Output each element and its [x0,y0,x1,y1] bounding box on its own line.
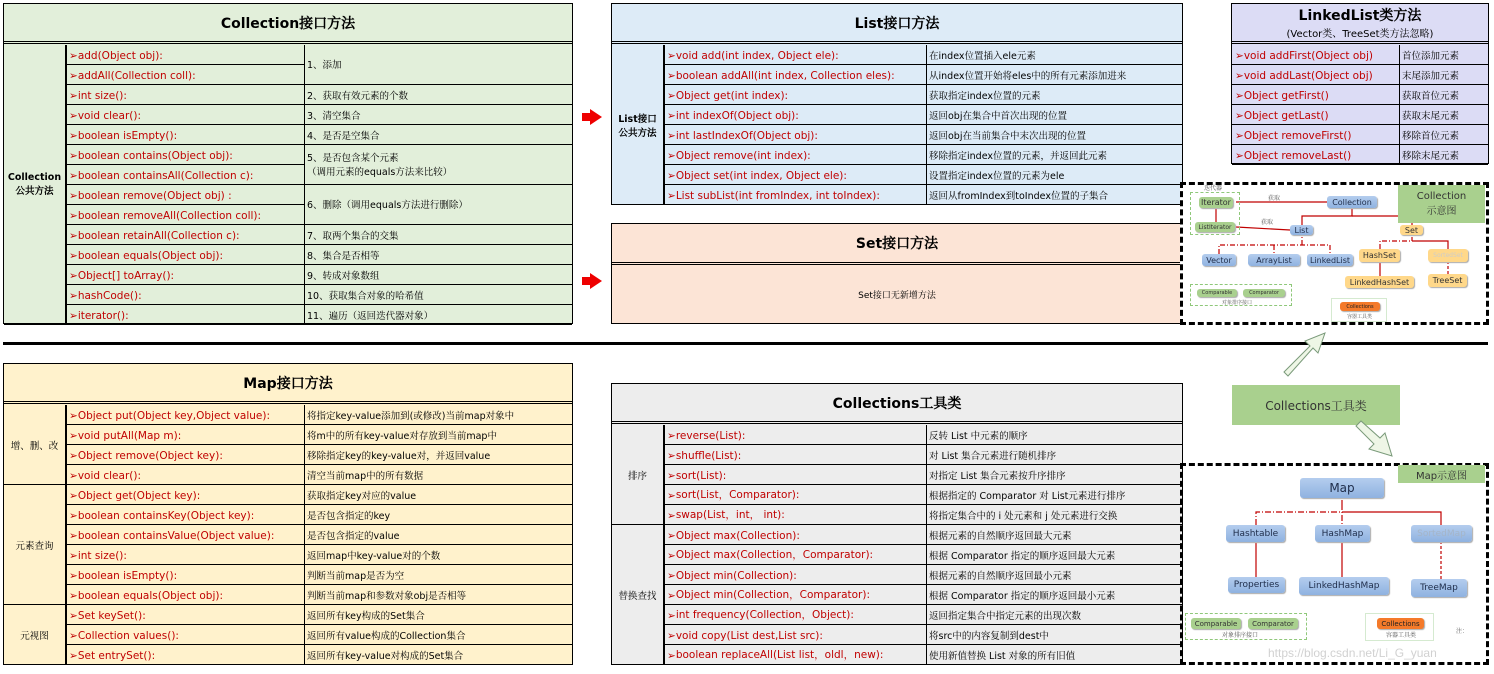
map-desc-cell: 返回所有value构成的Collection集合 [304,625,572,645]
collections-desc-cell: 使用新值替换 List 对象的所有旧值 [926,645,1182,665]
get-label: 获取 [1268,195,1281,202]
iterator-group-label: 迭代器 [1204,185,1223,192]
map-desc-cell: 清空当前map中的所有数据 [304,465,572,485]
node-collections: Collections [1377,618,1424,629]
node-list: List [1290,225,1313,235]
collection-method-row: ➢ boolean remove(Object obj) : [66,185,304,205]
list-desc-cell: 返回obj在集合中首次出现的位置 [926,105,1182,125]
linkedlist-desc-cell: 移除末尾元素 [1399,145,1488,165]
map-desc-cell: 返回所有key构成的Set集合 [304,605,572,625]
node-hashtable: Hashtable [1226,525,1285,542]
node-arraylist: ArrayList [1248,254,1300,266]
map-desc-cell: 将m中的所有key-value对存放到当前map中 [304,425,572,445]
linkedlist-method-row: ➢ void addFirst(Object obj) [1232,45,1399,65]
map-method-row: ➢ boolean containsValue(Object value): [66,525,304,545]
collections-method-row: ➢ shuffle(List): [664,445,926,465]
node-sortedset: SortedSet [1428,249,1468,262]
collections-desc-cell: 将src中的内容复制到dest中 [926,625,1182,645]
set-body: Set接口无新增方法 [858,290,936,301]
list-title-text: List接口方法 [854,15,940,32]
list-method-row: ➢ void add(int index, Object ele): [664,45,926,65]
collections-method-row: ➢ Object max(Collection，Comparator): [664,545,926,565]
node-collection: Collection [1327,196,1377,208]
map-method-row: ➢ boolean isEmpty(): [66,565,304,585]
get-label: 获取 [1261,219,1274,226]
collections-desc-cell: 根据元素的自然顺序返回最大元素 [926,525,1182,545]
map-desc-cell: 移除指定key的key-value对，并返回value [304,445,572,465]
collection-desc-cell: 8、集合是否相等 [304,245,572,265]
node-linkedhashmap: LinkedHashMap [1299,577,1389,595]
collection-desc-cell: 9、转成对象数组 [304,265,572,285]
node-treemap: TreeMap [1411,579,1467,597]
list-method-row: ➢ Object remove(int index): [664,145,926,165]
node-sortedmap: SortedMap [1411,525,1472,542]
watermark: https://blog.csdn.net/Li_G_yuan [1268,646,1437,660]
collections-tool-label: Collections工具类 [1232,385,1400,425]
collections-desc-cell: 反转 List 中元素的顺序 [926,425,1182,445]
collections-desc-cell: 根据指定的 Comparator 对 List元素进行排序 [926,485,1182,505]
linkedlist-title-text: LinkedList类方法 [1298,8,1422,24]
list-method-row: ➢ boolean addAll(int index, Collection eles): [664,65,926,85]
linkedlist-method-row: ➢ void addLast(Object obj) [1232,65,1399,85]
list-method-row: ➢ List subList(int fromIndex, int toIndex): [664,185,926,205]
node-hashmap: HashMap [1315,525,1370,542]
linkedlist-desc-cell: 获取末尾元素 [1399,105,1488,125]
sort-interface-label: 对象排序接口 [1222,632,1259,639]
collection-method-row: ➢ addAll(Collection coll): [66,65,304,85]
map-method-row: ➢ Object remove(Object key): [66,445,304,465]
collection-method-row: ➢ void clear(): [66,105,304,125]
collections-method-row: ➢ boolean replaceAll(List list，oldl，new): [664,645,926,665]
arrow-down-right-icon [1352,418,1402,463]
node-comparator: Comparator [1243,289,1285,297]
collections-method-row: ➢ Object max(Collection): [664,525,926,545]
map-desc-cell: 是否包含指定的value [304,525,572,545]
node-collections: Collections [1340,302,1380,311]
collection-diagram-label: Collection 示意图 [1398,185,1485,223]
map-desc-cell: 判断当前map是否为空 [304,565,572,585]
collection-method-row: ➢ hashCode(): [66,285,304,305]
map-desc-cell: 返回map中key-value对的个数 [304,545,572,565]
linkedlist-desc-cell: 移除首位元素 [1399,125,1488,145]
map-desc-cell: 返回所有key-value对构成的Set集合 [304,645,572,665]
collection-desc-cell: 10、获取集合对象的哈希值 [304,285,572,305]
linkedlist-desc-cell: 首位添加元素 [1399,45,1488,65]
map-group-label: 元素查询 [4,485,66,605]
collection-desc-cell: 7、取两个集合的交集 [304,225,572,245]
collection-method-row: ➢ Object[] toArray(): [66,265,304,285]
collections-desc-cell: 根据元素的自然顺序返回最小元素 [926,565,1182,585]
list-group-label: List接口公共方法 [612,45,664,205]
map-group-label: 元视图 [4,605,66,665]
list-desc-cell: 返回obj在当前集合中末次出现的位置 [926,125,1182,145]
node-linkedhashset: LinkedHashSet [1345,276,1414,288]
collection-method-row: ➢ boolean equals(Object obj): [66,245,304,265]
collections-method-row: ➢ sort(List，Comparator): [664,485,926,505]
arrow-up-right-icon [1280,328,1340,383]
list-method-row: ➢ int lastIndexOf(Object obj): [664,125,926,145]
list-desc-cell: 从index位置开始将eles中的所有元素添加进来 [926,65,1182,85]
collection-method-row: ➢ add(Object obj): [66,45,304,65]
list-desc-cell: 设置指定index位置的元素为ele [926,165,1182,185]
linkedlist-method-row: ➢ Object getLast() [1232,105,1399,125]
node-vector: Vector [1202,254,1236,266]
collection-method-row: ➢ boolean retainAll(Collection c): [66,225,304,245]
list-method-row: ➢ Object get(int index): [664,85,926,105]
collection-desc-cell: 1、添加 [304,45,572,85]
collection-method-row: ➢ boolean isEmpty(): [66,125,304,145]
map-desc-cell: 判断当前map和参数对象obj是否相等 [304,585,572,605]
node-listiterator: ListIterator [1195,222,1235,232]
collections-method-row: ➢ int frequency(Collection，Object): [664,605,926,625]
collection-method-row: ➢ boolean containsAll(Collection c): [66,165,304,185]
node-linkedlist: LinkedList [1307,254,1353,266]
collections-method-row: ➢ Object min(Collection): [664,565,926,585]
collections-desc-cell: 根据 Comparator 指定的顺序返回最大元素 [926,545,1182,565]
collection-desc-cell: 3、清空集合 [304,105,572,125]
node-hashset: HashSet [1359,249,1400,262]
map-desc-cell: 是否包含指定的key [304,505,572,525]
linkedlist-method-row: ➢ Object removeFirst() [1232,125,1399,145]
list-desc-cell: 返回从fromIndex到toIndex位置的子集合 [926,185,1182,205]
node-set: Set [1400,225,1423,235]
collection-group-label: Collection 公共方法 [4,45,66,325]
map-method-row: ➢ boolean equals(Object obj): [66,585,304,605]
collections-method-row: ➢ Object min(Collection，Comparator): [664,585,926,605]
collections-desc-cell: 返回指定集合中指定元素的出现次数 [926,605,1182,625]
collection-desc-cell: 5、是否包含某个元素 （调用元素的equals方法来比较） [304,145,572,185]
tool-class-label: 容器工具类 [1347,314,1373,320]
collections-group-label: 排序 [612,425,664,525]
collection-method-row: ➢ int size(): [66,85,304,105]
sort-interface-label: 对象排序接口 [1222,300,1253,306]
map-method-row: ➢ Set entrySet(): [66,645,304,665]
node-comparator: Comparator [1248,618,1298,629]
node-comparable: Comparable [1197,289,1237,297]
map-title-text: Map接口方法 [243,375,333,392]
collections-method-row: ➢ sort(List): [664,465,926,485]
map-method-row: ➢ void putAll(Map m): [66,425,304,445]
linkedlist-desc-cell: 末尾添加元素 [1399,65,1488,85]
map-desc-cell: 获取指定key对应的value [304,485,572,505]
map-method-row: ➢ int size(): [66,545,304,565]
map-diagram-label: Map示意图 [1398,465,1485,483]
map-desc-cell: 将指定key-value添加到(或修改)当前map对象中 [304,405,572,425]
linkedlist-method-row: ➢ Object getFirst() [1232,85,1399,105]
tool-class-label: 容器工具类 [1386,632,1417,639]
collection-desc-cell: 6、删除（调用equals方法进行删除） [304,185,572,225]
node-treeset: TreeSet [1428,274,1467,287]
map-method-row: ➢ Object put(Object key,Object value): [66,405,304,425]
list-desc-cell: 在index位置插入ele元素 [926,45,1182,65]
collection-method-row: ➢ boolean contains(Object obj): [66,145,304,165]
map-method-row: ➢ Object get(Object key): [66,485,304,505]
collections-method-row: ➢ reverse(List): [664,425,926,445]
collection-title-text: Collection接口方法 [220,15,356,32]
collection-desc-cell: 2、获取有效元素的个数 [304,85,572,105]
collections-method-row: ➢ swap(List，int， int): [664,505,926,525]
collections-group-label: 替换查找 [612,525,664,665]
collection-desc-cell: 4、是否是空集合 [304,125,572,145]
linkedlist-desc-cell: 获取首位元素 [1399,85,1488,105]
collections-desc-cell: 对指定 List 集合元素按升序排序 [926,465,1182,485]
collections-desc-cell: 根据 Comparator 指定的顺序返回最小元素 [926,585,1182,605]
collection-method-row: ➢ boolean removeAll(Collection coll): [66,205,304,225]
set-title: Set接口方法 [612,224,1182,265]
map-method-row: ➢ boolean containsKey(Object key): [66,505,304,525]
collections-method-row: ➢ void copy(List dest,List src): [664,625,926,645]
node-map: Map [1300,478,1384,498]
collections-desc-cell: 对 List 集合元素进行随机排序 [926,445,1182,465]
map-method-row: ➢ Set keySet(): [66,605,304,625]
node-comparable: Comparable [1191,618,1241,629]
collections-desc-cell: 将指定集合中的 i 处元素和 j 处元素进行交换 [926,505,1182,525]
map-method-row: ➢ Collection values(): [66,625,304,645]
node-properties: Properties [1228,577,1285,593]
list-desc-cell: 获取指定index位置的元素 [926,85,1182,105]
map-method-row: ➢ void clear(): [66,465,304,485]
linkedlist-method-row: ➢ Object removeLast() [1232,145,1399,165]
linkedlist-subtitle: (Vector类、TreeSet类方法忽略) [1286,29,1434,40]
note-label: 注： [1456,628,1469,635]
collection-method-row: ➢ iterator(): [66,305,304,325]
list-desc-cell: 移除指定index位置的元素，并返回此元素 [926,145,1182,165]
collection-desc-cell: 11、遍历（返回迭代器对象） [304,305,572,325]
list-method-row: ➢ int indexOf(Object obj): [664,105,926,125]
collections-title-text: Collections工具类 [832,395,962,412]
list-method-row: ➢ Object set(int index, Object ele): [664,165,926,185]
map-group-label: 增、删、改 [4,405,66,485]
node-iterator: Iterator [1199,197,1233,208]
